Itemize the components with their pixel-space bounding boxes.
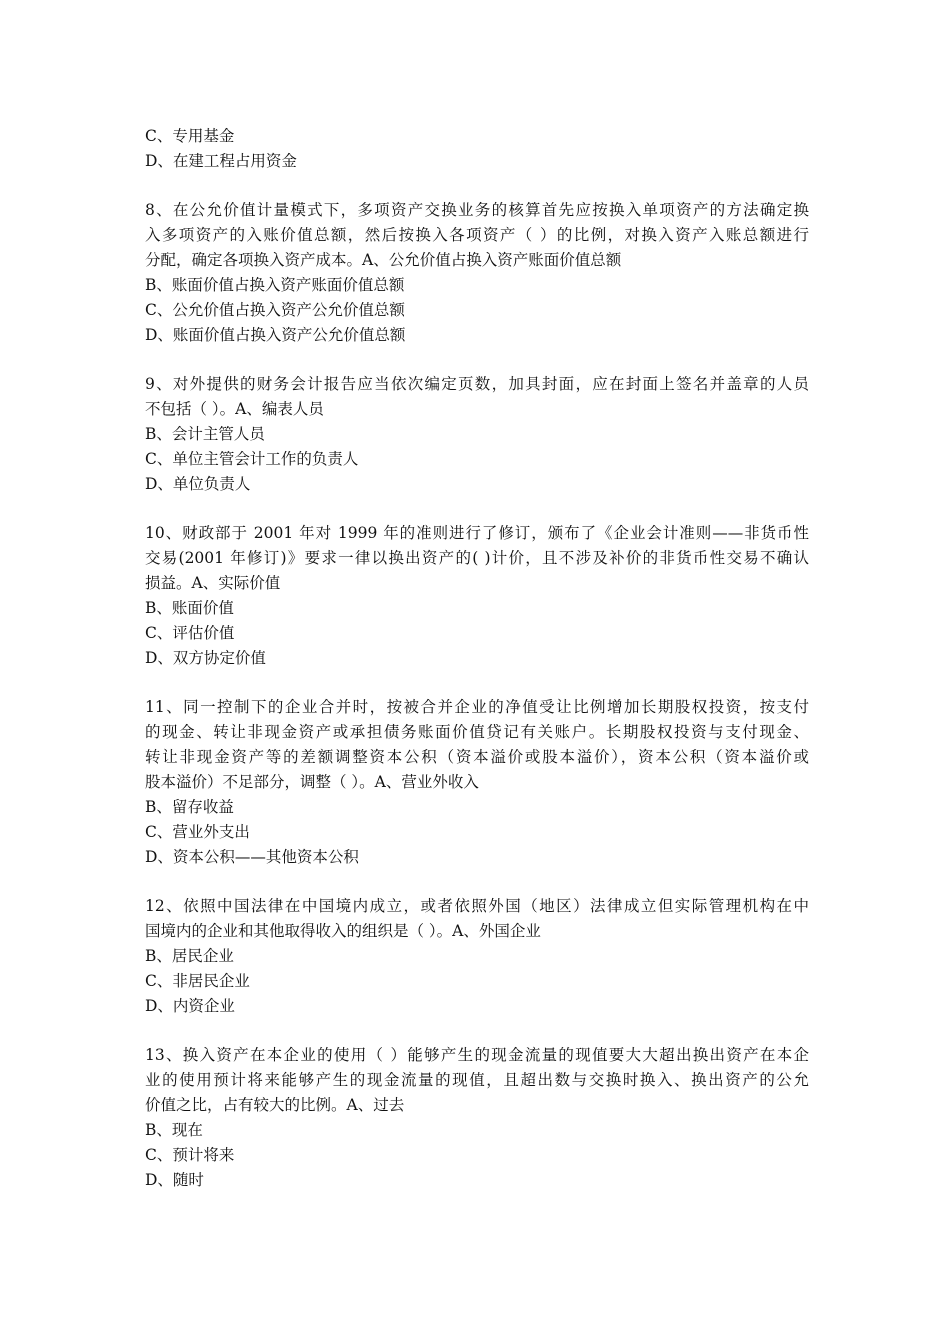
- option-b: B、现在: [145, 1121, 203, 1139]
- question-stem: [145, 198, 809, 273]
- option-c: C、非居民企业: [145, 972, 250, 990]
- option-b: B、会计主管人员: [145, 425, 265, 443]
- stem-line: 10、财政部于 2001 年对 1999 年的准则进行了修订，颁布了《企业会计准则——非货币性: [145, 524, 809, 542]
- document-body: [145, 124, 809, 1193]
- option-c: C、单位主管会计工作的负责人: [145, 450, 359, 468]
- stem-line: 8、在公允价值计量模式下，多项资产交换业务的核算首先应按换入单项资产的方法确定换: [145, 201, 809, 219]
- question-stem: [145, 372, 809, 422]
- question-stem: [145, 521, 809, 596]
- question-13: [145, 1043, 809, 1193]
- stem-line: 价值之比，占有较大的比例。A、过去: [145, 1096, 405, 1114]
- stem-line: 不包括（ ）。A、编表人员: [145, 400, 324, 418]
- option-d: D、单位负责人: [145, 475, 251, 493]
- option-c: C、公允价值占换入资产公允价值总额: [145, 301, 405, 319]
- stem-line: 损益。A、实际价值: [145, 574, 281, 592]
- option-line: D、在建工程占用资金: [145, 152, 297, 170]
- question-10: [145, 521, 809, 671]
- stem-line: 业的使用预计将来能够产生的现金流量的现值，且超出数与交换时换入、换出资产的公允: [145, 1071, 809, 1089]
- option-c: C、预计将来: [145, 1146, 235, 1164]
- stem-line: 股本溢价）不足部分，调整（ ）。A、营业外收入: [145, 773, 479, 791]
- option-d: D、资本公积——其他资本公积: [145, 848, 359, 866]
- stem-line: 交易(2001 年修订)》要求一律以换出资产的( )计价，且不涉及补价的非货币性交易不确认: [145, 549, 809, 567]
- question-stem: [145, 894, 809, 944]
- stem-line: 国境内的企业和其他取得收入的组织是（ ）。A、外国企业: [145, 922, 541, 940]
- option-b: B、账面价值占换入资产账面价值总额: [145, 276, 405, 294]
- question-stem: [145, 695, 809, 795]
- option-b: B、留存收益: [145, 798, 234, 816]
- stem-line: 的现金、转让非现金资产或承担债务账面价值贷记有关账户。长期股权投资与支付现金、: [145, 723, 809, 741]
- option-d: D、双方协定价值: [145, 649, 266, 667]
- option-d: D、账面价值占换入资产公允价值总额: [145, 326, 406, 344]
- question-8: [145, 198, 809, 348]
- stem-line: 13、换入资产在本企业的使用（ ）能够产生的现金流量的现值要大大超出换出资产在本企: [145, 1046, 809, 1064]
- stem-line: 转让非现金资产等的差额调整资本公积（资本溢价或股本溢价），资本公积（资本溢价或: [145, 748, 809, 766]
- option-c: C、评估价值: [145, 624, 235, 642]
- question-stem: [145, 1043, 809, 1118]
- question-9: [145, 372, 809, 497]
- option-d: D、随时: [145, 1171, 204, 1189]
- option-b: B、账面价值: [145, 599, 234, 617]
- option-d: D、内资企业: [145, 997, 235, 1015]
- stem-line: 12、依照中国法律在中国境内成立，或者依照外国（地区）法律成立但实际管理机构在中: [145, 897, 809, 915]
- continued-options: [145, 124, 809, 174]
- question-11: [145, 695, 809, 870]
- question-12: [145, 894, 809, 1019]
- stem-line: 分配，确定各项换入资产成本。A、公允价值占换入资产账面价值总额: [145, 251, 622, 269]
- option-c: C、营业外支出: [145, 823, 250, 841]
- stem-line: 入多项资产的入账价值总额，然后按换入各项资产（ ）的比例，对换入资产入账总额进行: [145, 226, 809, 244]
- stem-line: 11、同一控制下的企业合并时，按被合并企业的净值受让比例增加长期股权投资，按支付: [145, 698, 809, 716]
- option-line: C、专用基金: [145, 127, 235, 145]
- option-b: B、居民企业: [145, 947, 234, 965]
- stem-line: 9、对外提供的财务会计报告应当依次编定页数，加具封面，应在封面上签名并盖章的人员: [145, 375, 809, 393]
